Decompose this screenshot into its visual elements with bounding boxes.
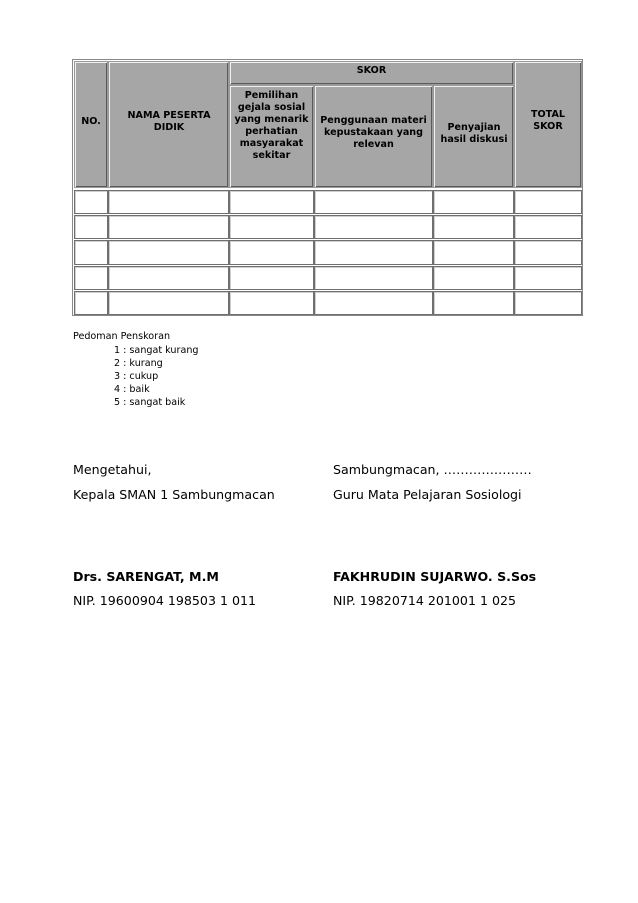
- table-cell: [433, 266, 514, 290]
- table-cell: [514, 215, 582, 239]
- table-cell: [514, 190, 582, 214]
- table-cell: [108, 266, 229, 290]
- table-cell: [229, 266, 314, 290]
- right-nip: NIP. 19820714 201001 1 025: [333, 593, 517, 608]
- table-cell: [314, 240, 433, 264]
- table-cell: [514, 291, 582, 315]
- table-cell: [514, 240, 582, 264]
- left-nip: NIP. 19600904 198503 1 011: [73, 593, 257, 608]
- legend-item: 1 : sangat kurang: [114, 345, 199, 356]
- score-table: [72, 59, 583, 316]
- left-position: Kepala SMAN 1 Sambungmacan: [73, 487, 275, 502]
- table-cell: [74, 190, 108, 214]
- table-cell: [74, 240, 108, 264]
- header-criteria-1: Pemilihan gejala sosial yang menarik perhatian masyarakat sekitar: [234, 90, 309, 161]
- table-cell: [514, 266, 582, 290]
- table-cell: [433, 215, 514, 239]
- table-cell: [108, 190, 229, 214]
- header-criteria-2: Penggunaan materi kepustakaan yang relevan: [320, 115, 427, 150]
- table-cell: [229, 215, 314, 239]
- table-cell: [108, 215, 229, 239]
- table-cell: [108, 291, 229, 315]
- header-criteria-3: Penyajian hasil diskusi: [440, 122, 508, 145]
- table-cell: [74, 291, 108, 315]
- table-cell: [433, 190, 514, 214]
- header-total: TOTAL SKOR: [530, 109, 566, 132]
- left-intro: Mengetahui,: [73, 462, 152, 477]
- legend-item: 4 : baik: [114, 384, 150, 395]
- header-no: NO.: [81, 116, 101, 127]
- table-cell: [314, 266, 433, 290]
- legend-item: 5 : sangat baik: [114, 397, 186, 408]
- table-cell: [74, 215, 108, 239]
- table-cell: [314, 215, 433, 239]
- table-cell: [433, 240, 514, 264]
- legend-item: 3 : cukup: [114, 371, 159, 382]
- right-intro: Sambungmacan, …………………: [333, 462, 532, 477]
- table-cell: [314, 190, 433, 214]
- table-cell: [74, 266, 108, 290]
- legend-item: 2 : kurang: [114, 358, 163, 369]
- table-cell: [229, 190, 314, 214]
- header-name: NAMA PESERTA DIDIK: [127, 110, 211, 133]
- right-position: Guru Mata Pelajaran Sosiologi: [333, 487, 522, 502]
- table-cell: [314, 291, 433, 315]
- left-name: Drs. SARENGAT, M.M: [73, 569, 219, 584]
- table-cell: [433, 291, 514, 315]
- table-cell: [108, 240, 229, 264]
- legend-title: Pedoman Penskoran: [73, 331, 171, 342]
- header-skor: SKOR: [356, 65, 387, 76]
- table-cell: [229, 291, 314, 315]
- table-cell: [229, 240, 314, 264]
- right-name: FAKHRUDIN SUJARWO. S.Sos: [333, 569, 537, 584]
